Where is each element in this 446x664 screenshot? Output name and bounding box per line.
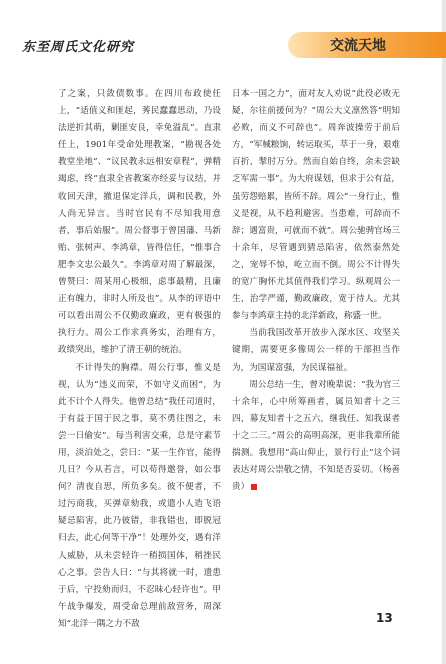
paragraph: 日本一国之力”，面对友人劝说“此役必败无疑，尔往前援何为？”周公大义凛然答“明知必败，而义不可辞也”。周奔波操劳于前后方，“军械粮饷，转运取买，萃于一身，艰难百折，掣肘万分。然而自始自终，余未尝缺乏军需一事”。为大府谋划，但求于公有益，虽劳怨赔累，皆所不辞。周公“一身行止，惟义是视，从不趋利避害。当患难，可辞而不辞；遇富贵，可就而不就”。周公驰骋官场三十余年，尽管遇到猜忌陷害，依然泰然处之，宠辱不惊，屹立而不倒。周公不计得失的宽广胸怀尤其值得我们学习。纵观周公一生，治学严谨，勤政廉政，宽于待人。尤其参与李鸿章主持的北洋新政，称盛一世。 xyxy=(232,89,400,322)
paragraph: 当前我国改革开放步入深水区、攻坚关键期，需要更多像周公一样的干部担当作为，为国谋富强，为民谋福祉。 xyxy=(232,328,400,373)
page-edge xyxy=(442,0,446,664)
closing-text: 周公总结一生，曾对晚辈说：“我为官三十余年，心中所筹画者，属员知者十之三四，幕友知者十之五六，继我任、知我谋者十之二三。”周公的高明高深，更非我辈所能揣测。我想用“高山仰止，景行行止”这个词表达对周公崇敬之情，不知是否妥切。（杨善贵） xyxy=(232,379,400,493)
section-title: 交流天地 xyxy=(330,38,386,54)
article-column-left xyxy=(58,86,221,633)
end-of-article-mark xyxy=(251,484,257,490)
paragraph-closing xyxy=(232,377,400,497)
page-number: 13 xyxy=(376,611,393,625)
paragraph: 了之案，只敛债数事。在四川布政使任上，“适值义和匪起，莠民蠢蠢思动，乃设法逆折其萌，剿匪安良，幸免溢乱”。直隶任上，1901年受命处理教案，“勘视各处教堂坐地”、“议民教永远相安章程”，弹精竭虑，终“直隶全省教案亦经妥与议结，并收回天津，撤退保定洋兵，调和民教，外人尚无异言。当时官民有不尽知我用意者，事后始服”。周公督事于曾国藩、马新贻、张树声、李鸿章，皆得信任，“惟事合肥李文忠公最久”。李鸿章对周了解最深，曾赞曰：周某用心极细，虑事最精，且廉正有魄力，非时人所及也”。从李的评语中可以看出周公不仅勤政廉政，更有极强的执行力。周公工作求真务实，治理有方，政绩突出，维护了清王朝的统治。 xyxy=(58,89,221,356)
journal-title: 东至周氏文化研究 xyxy=(22,40,135,55)
article-column-right xyxy=(232,86,400,496)
paragraph: 不计得失的胸襟。周公行事，惟义是视，认为“违义而荣，不如守义而困”，为此不计个人得失。他曾总结“我任司道时，于有益于国于民之事，莫不勇往图之，未尝一日偷安”。每当利害交乘，总是守素节用，淡泊处之，尝曰：“某一生作官，能得几日？今从若言，可以苟得邀誉，如公事何？清夜自思，所负多矣。彼不便者，不过污商我，买弹章劾我，或遣小人造飞语疑忌陷害，此乃彼错，非我错也，即脱冠归去，此心何等干净”！处理外交，遇有洋人威胁，从未尝轻许一稍损国体，稍挫民心之事。尝告人曰：“与其将就一时，遗患于后，宁投劾而归，不忍昧心轻许也”。甲午战争爆发，周受命总理前敌营务，周深知“北洋一隅之力不敌 xyxy=(58,362,221,629)
